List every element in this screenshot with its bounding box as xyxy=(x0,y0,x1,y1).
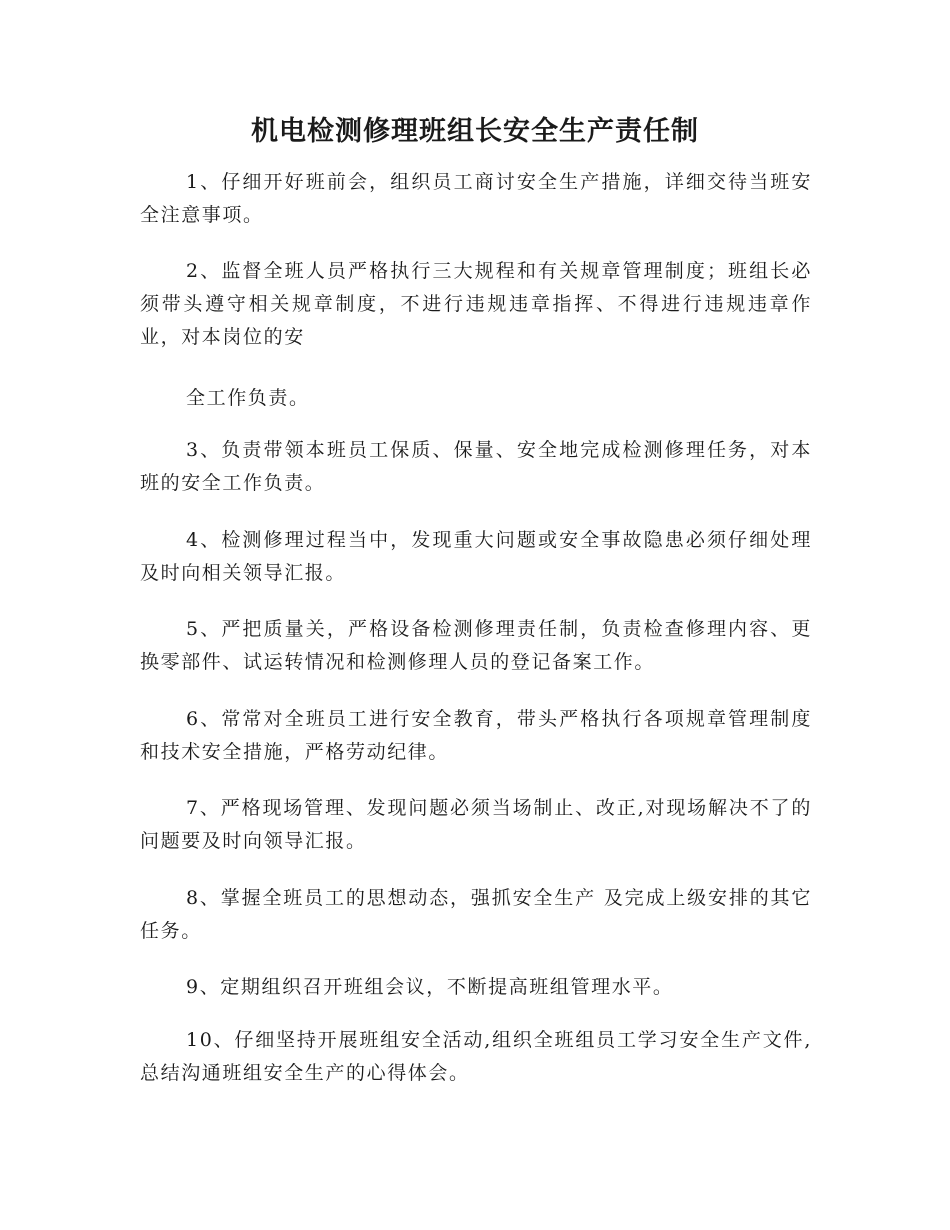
paragraph-8: 8、掌握全班员工的思想动态，强抓安全生产 及完成上级安排的其它任务。 xyxy=(140,887,812,942)
paragraph-7: 7、严格现场管理、发现问题必须当场制止、改正,对现场解决不了的问题要及时向领导汇报。 xyxy=(140,797,812,852)
paragraph-2: 2、监督全班人员严格执行三大规程和有关规章管理制度；班组长必须带头遵守相关规章制度，不进行违规违章指挥、不得进行违规违章作业，对本岗位的安 xyxy=(140,260,812,348)
document-title: 机电检测修理班组长安全生产责任制 xyxy=(251,116,699,147)
paragraph-6: 6、常常对全班员工进行安全教育，带头严格执行各项规章管理制度和技术安全措施，严格劳动纪律。 xyxy=(140,708,812,763)
paragraph-9: 9、定期组织召开班组会议，不断提高班组管理水平。 xyxy=(186,976,674,998)
paragraph-3: 3、负责带领本班员工保质、保量、安全地完成检测修理任务，对本班的安全工作负责。 xyxy=(140,439,812,494)
paragraph-1: 1、仔细开好班前会，组织员工商讨安全生产措施，详细交待当班安全注意事项。 xyxy=(140,171,812,226)
paragraph-5: 5、严把质量关，严格设备检测修理责任制，负责检查修理内容、更换零部件、试运转情况和检测修理人员的登记备案工作。 xyxy=(140,618,812,673)
paragraph-10: 10、仔细坚持开展班组安全活动,组织全班组员工学习安全生产文件,总结沟通班组安全生产的心得体会。 xyxy=(140,1029,812,1084)
paragraph-2-continued: 全工作负责。 xyxy=(186,387,310,409)
paragraph-4: 4、检测修理过程当中，发现重大问题或安全事故隐患必须仔细处理及时向相关领导汇报。 xyxy=(140,529,812,584)
